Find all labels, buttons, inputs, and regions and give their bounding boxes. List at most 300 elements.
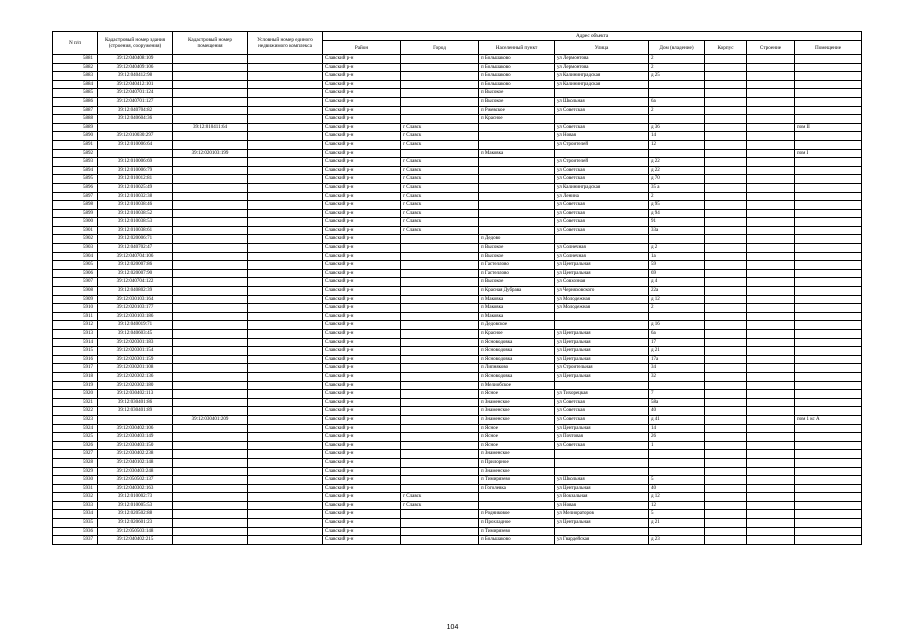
cell-num: 5890: [53, 132, 98, 141]
cell-city: г Славск: [401, 218, 479, 227]
cell-settlement: [479, 192, 555, 201]
cell-conditional-complex: [248, 201, 323, 210]
cell-block: [705, 278, 747, 287]
cell-conditional-complex: [248, 312, 323, 321]
cell-settlement: п Дедовское: [479, 321, 555, 330]
cell-house: 6а: [649, 330, 705, 339]
cell-house: д 12: [649, 493, 705, 502]
cell-structure: [747, 321, 795, 330]
cell-city: г Славск: [401, 501, 479, 510]
cell-house: 12: [649, 140, 705, 149]
cell-street: [555, 115, 649, 124]
cell-house: 5: [649, 510, 705, 519]
cell-house: 35 а: [649, 183, 705, 192]
cell-cadastral-building: 39:12:020007:86: [98, 261, 173, 270]
cell-street: ул Калининградская: [555, 183, 649, 192]
cell-street: ул Центральная: [555, 261, 649, 270]
cell-premises: [795, 364, 862, 373]
cell-num: 5920: [53, 390, 98, 399]
cell-conditional-complex: [248, 536, 323, 545]
cell-block: [705, 106, 747, 115]
cell-cadastral-room: [173, 166, 248, 175]
cell-cadastral-building: 39:12:020601:23: [98, 519, 173, 528]
cell-premises: [795, 407, 862, 416]
cell-premises: [795, 261, 862, 270]
cell-conditional-complex: [248, 519, 323, 528]
cell-conditional-complex: [248, 244, 323, 253]
cell-block: [705, 338, 747, 347]
cell-settlement: п Тимирязево: [479, 527, 555, 536]
cell-premises: [795, 252, 862, 261]
cell-conditional-complex: [248, 80, 323, 89]
cell-district: Славский р-н: [323, 269, 401, 278]
cell-conditional-complex: [248, 269, 323, 278]
cell-structure: [747, 467, 795, 476]
cell-city: [401, 261, 479, 270]
cell-city: [401, 355, 479, 364]
table-row: [53, 390, 862, 399]
cell-num: 5935: [53, 519, 98, 528]
table-row: [53, 287, 862, 296]
cell-structure: [747, 235, 795, 244]
cell-structure: [747, 218, 795, 227]
table-row: [53, 433, 862, 442]
cell-conditional-complex: [248, 183, 323, 192]
table-row: [53, 183, 862, 192]
cell-settlement: [479, 218, 555, 227]
cell-cadastral-room: [173, 106, 248, 115]
cell-street: ул Центральная: [555, 355, 649, 364]
table-row: [53, 501, 862, 510]
cell-street: ул Калининградская: [555, 80, 649, 89]
cell-settlement: [479, 158, 555, 167]
table-row: [53, 132, 862, 141]
table-row: [53, 158, 862, 167]
header-city: Город: [401, 41, 479, 55]
cell-block: [705, 493, 747, 502]
cell-conditional-complex: [248, 97, 323, 106]
cell-district: Славский р-н: [323, 407, 401, 416]
cell-district: Славский р-н: [323, 527, 401, 536]
cell-cadastral-room: [173, 72, 248, 81]
cell-district: Славский р-н: [323, 458, 401, 467]
cell-num: 5895: [53, 175, 98, 184]
cell-settlement: [479, 501, 555, 510]
cell-city: [401, 441, 479, 450]
cell-num: 5893: [53, 158, 98, 167]
cell-structure: [747, 278, 795, 287]
cell-num: 5910: [53, 304, 98, 313]
cell-settlement: п Красная Дубрава: [479, 287, 555, 296]
cell-num: 5916: [53, 355, 98, 364]
cell-district: Славский р-н: [323, 278, 401, 287]
cell-house: 58а: [649, 398, 705, 407]
cell-settlement: п Дедово: [479, 235, 555, 244]
cell-district: Славский р-н: [323, 97, 401, 106]
cell-premises: [795, 519, 862, 528]
cell-street: [555, 321, 649, 330]
table-row: [53, 441, 862, 450]
cell-conditional-complex: [248, 166, 323, 175]
cell-district: Славский р-н: [323, 166, 401, 175]
cell-block: [705, 226, 747, 235]
cell-conditional-complex: [248, 510, 323, 519]
cell-structure: [747, 158, 795, 167]
cell-cadastral-building: 39:12:040019:71: [98, 321, 173, 330]
cell-cadastral-room: [173, 209, 248, 218]
cell-street: ул Тихорецкая: [555, 390, 649, 399]
cell-cadastral-building: 39:12:010038:61: [98, 226, 173, 235]
cell-structure: [747, 390, 795, 399]
cell-premises: [795, 183, 862, 192]
cell-structure: [747, 407, 795, 416]
cell-premises: [795, 132, 862, 141]
cell-cadastral-room: [173, 97, 248, 106]
cell-premises: [795, 115, 862, 124]
cell-conditional-complex: [248, 218, 323, 227]
table-row: [53, 252, 862, 261]
cell-house: д 36: [649, 123, 705, 132]
cell-structure: [747, 55, 795, 64]
cell-house: [649, 235, 705, 244]
cell-cadastral-room: [173, 55, 248, 64]
cell-cadastral-room: [173, 175, 248, 184]
cell-num: 5934: [53, 510, 98, 519]
cell-num: 5905: [53, 261, 98, 270]
cell-cadastral-room: 39:12:020103:199: [173, 149, 248, 158]
cell-house: д 22: [649, 158, 705, 167]
cell-conditional-complex: [248, 390, 323, 399]
cell-block: [705, 261, 747, 270]
cell-house: [649, 381, 705, 390]
cell-settlement: п Высокое: [479, 252, 555, 261]
cell-cadastral-building: 39:12:040603:45: [98, 330, 173, 339]
cell-settlement: п Знаменское: [479, 407, 555, 416]
cell-house: 2: [649, 63, 705, 72]
table-row: [53, 536, 862, 545]
table-row: [53, 106, 862, 115]
table-row: [53, 269, 862, 278]
cell-street: ул Советская: [555, 209, 649, 218]
cell-cadastral-room: [173, 372, 248, 381]
cell-block: [705, 527, 747, 536]
cell-num: 5924: [53, 424, 98, 433]
cell-premises: [795, 433, 862, 442]
cell-block: [705, 55, 747, 64]
cell-settlement: п Ясное: [479, 441, 555, 450]
cell-cadastral-building: 39:12:020301:183: [98, 338, 173, 347]
cell-district: Славский р-н: [323, 338, 401, 347]
cell-structure: [747, 398, 795, 407]
cell-conditional-complex: [248, 55, 323, 64]
cell-structure: [747, 424, 795, 433]
cell-conditional-complex: [248, 209, 323, 218]
cell-street: ул Центральная: [555, 269, 649, 278]
cell-house: д 4: [649, 278, 705, 287]
cell-structure: [747, 183, 795, 192]
table-row: [53, 166, 862, 175]
cell-structure: [747, 106, 795, 115]
cell-district: Славский р-н: [323, 441, 401, 450]
cell-cadastral-room: [173, 63, 248, 72]
table-row: [53, 63, 862, 72]
cell-house: [649, 312, 705, 321]
cell-premises: [795, 321, 862, 330]
cell-street: ул Лермонтова: [555, 55, 649, 64]
cell-city: [401, 338, 479, 347]
cell-district: Славский р-н: [323, 536, 401, 545]
cell-district: Славский р-н: [323, 106, 401, 115]
cell-cadastral-building: 39:12:020301:154: [98, 347, 173, 356]
cell-cadastral-building: 39:12:040701:127: [98, 97, 173, 106]
cell-street: [555, 527, 649, 536]
cell-city: г Славск: [401, 123, 479, 132]
cell-settlement: п Высокое: [479, 89, 555, 98]
cell-block: [705, 269, 747, 278]
cell-street: ул Советская: [555, 106, 649, 115]
table-row: [53, 458, 862, 467]
table-row: [53, 527, 862, 536]
cell-structure: [747, 252, 795, 261]
cell-structure: [747, 201, 795, 210]
cell-structure: [747, 295, 795, 304]
cell-num: 5919: [53, 381, 98, 390]
cell-street: ул Советская: [555, 175, 649, 184]
cell-house: 22а: [649, 287, 705, 296]
cell-premises: [795, 467, 862, 476]
cell-num: 5907: [53, 278, 98, 287]
cell-cadastral-room: [173, 261, 248, 270]
cell-block: [705, 175, 747, 184]
cell-num: 5892: [53, 149, 98, 158]
cell-city: г Славск: [401, 158, 479, 167]
cell-district: Славский р-н: [323, 89, 401, 98]
cell-street: ул Центральная: [555, 330, 649, 339]
cell-district: Славский р-н: [323, 140, 401, 149]
cell-street: ул Центральная: [555, 424, 649, 433]
cell-conditional-complex: [248, 132, 323, 141]
cell-premises: [795, 330, 862, 339]
cell-structure: [747, 269, 795, 278]
cell-street: ул Новая: [555, 501, 649, 510]
cell-cadastral-room: [173, 183, 248, 192]
cell-city: [401, 287, 479, 296]
table-row: [53, 424, 862, 433]
cell-city: [401, 390, 479, 399]
cell-structure: [747, 441, 795, 450]
header-street: Улица: [555, 41, 649, 55]
cell-cadastral-building: 39:12:030402:113: [98, 390, 173, 399]
cell-cadastral-building: 39:12:020103:177: [98, 304, 173, 313]
cell-block: [705, 123, 747, 132]
cell-city: г Славск: [401, 183, 479, 192]
cell-premises: [795, 89, 862, 98]
cell-street: ул Совхозная: [555, 278, 649, 287]
cell-street: [555, 467, 649, 476]
table-row: [53, 80, 862, 89]
cell-city: [401, 80, 479, 89]
cell-cadastral-room: [173, 510, 248, 519]
cell-cadastral-building: 39:12:020006:71: [98, 235, 173, 244]
cell-settlement: п Маковка: [479, 295, 555, 304]
cell-street: ул Советская: [555, 166, 649, 175]
cell-block: [705, 183, 747, 192]
cell-premises: [795, 312, 862, 321]
cell-num: 5923: [53, 415, 98, 424]
cell-house: 91: [649, 218, 705, 227]
cell-street: ул Солнечная: [555, 252, 649, 261]
cell-settlement: п Высокое: [479, 278, 555, 287]
cell-structure: [747, 209, 795, 218]
cell-cadastral-building: 39:12:010032:38: [98, 192, 173, 201]
cell-cadastral-building: 39:12:040701:124: [98, 89, 173, 98]
cell-conditional-complex: [248, 106, 323, 115]
cell-premises: [795, 450, 862, 459]
cell-district: Славский р-н: [323, 415, 401, 424]
cell-settlement: п Прилорное: [479, 458, 555, 467]
cell-num: 5887: [53, 106, 98, 115]
cell-settlement: п Большаково: [479, 63, 555, 72]
cell-street: [555, 89, 649, 98]
cell-structure: [747, 330, 795, 339]
cell-num: 5891: [53, 140, 98, 149]
cell-house: [649, 527, 705, 536]
cell-num: 5936: [53, 527, 98, 536]
cell-district: Славский р-н: [323, 364, 401, 373]
cell-cadastral-building: 39:12:010025:49: [98, 183, 173, 192]
cell-cadastral-building: 39:12:050503:148: [98, 527, 173, 536]
cell-premises: [795, 493, 862, 502]
cell-settlement: п Большаково: [479, 55, 555, 64]
cell-conditional-complex: [248, 415, 323, 424]
cell-premises: [795, 218, 862, 227]
cell-num: 5902: [53, 235, 98, 244]
cell-block: [705, 63, 747, 72]
cell-block: [705, 390, 747, 399]
cell-street: ул Советская: [555, 398, 649, 407]
cell-structure: [747, 519, 795, 528]
cell-conditional-complex: [248, 175, 323, 184]
cell-premises: [795, 398, 862, 407]
cell-street: ул Мелиораторов: [555, 510, 649, 519]
cell-settlement: п Ясное: [479, 433, 555, 442]
cell-block: [705, 433, 747, 442]
table-row: [53, 347, 862, 356]
cell-city: [401, 467, 479, 476]
cell-street: ул Молодежная: [555, 295, 649, 304]
cell-conditional-complex: [248, 235, 323, 244]
table-row: [53, 338, 862, 347]
cell-cadastral-room: 39:12:030401:209: [173, 415, 248, 424]
cell-district: Славский р-н: [323, 381, 401, 390]
cell-cadastral-room: [173, 287, 248, 296]
cell-conditional-complex: [248, 381, 323, 390]
cell-cadastral-building: 39:12:010030:297: [98, 132, 173, 141]
cell-street: ул Центральная: [555, 484, 649, 493]
cell-house: 12: [649, 501, 705, 510]
cell-structure: [747, 226, 795, 235]
cell-cadastral-building: 39:12:040402:215: [98, 536, 173, 545]
cell-cadastral-room: [173, 304, 248, 313]
cell-num: 5889: [53, 123, 98, 132]
header-structure: Строение: [747, 41, 795, 55]
cell-cadastral-building: 39:12:010005:53: [98, 501, 173, 510]
cell-settlement: п Маковка: [479, 304, 555, 313]
cell-cadastral-building: 39:12:050502:137: [98, 476, 173, 485]
cell-structure: [747, 72, 795, 81]
table-row: [53, 312, 862, 321]
cell-city: [401, 527, 479, 536]
cell-conditional-complex: [248, 261, 323, 270]
cell-block: [705, 347, 747, 356]
cell-premises: [795, 338, 862, 347]
cell-house: 6а: [649, 97, 705, 106]
table-row: [53, 261, 862, 270]
cell-block: [705, 89, 747, 98]
cell-num: 5909: [53, 295, 98, 304]
cell-house: д 23: [649, 536, 705, 545]
cell-settlement: [479, 132, 555, 141]
cell-num: 5918: [53, 372, 98, 381]
cell-block: [705, 218, 747, 227]
table-row: [53, 226, 862, 235]
cell-city: [401, 252, 479, 261]
cell-district: Славский р-н: [323, 433, 401, 442]
cell-street: ул Солнечная: [555, 244, 649, 253]
cell-settlement: п Большаково: [479, 72, 555, 81]
cell-block: [705, 244, 747, 253]
table-row: [53, 72, 862, 81]
cell-premises: [795, 484, 862, 493]
cell-district: Славский р-н: [323, 321, 401, 330]
cell-conditional-complex: [248, 63, 323, 72]
cell-cadastral-building: 39:12:040802:39: [98, 287, 173, 296]
cell-settlement: п Прохладное: [479, 519, 555, 528]
cell-structure: [747, 149, 795, 158]
cell-district: Славский р-н: [323, 80, 401, 89]
cell-premises: [795, 441, 862, 450]
cell-city: [401, 450, 479, 459]
cell-house: 2: [649, 106, 705, 115]
cell-settlement: п Ясноводовка: [479, 347, 555, 356]
cell-structure: [747, 123, 795, 132]
cell-structure: [747, 175, 795, 184]
cell-conditional-complex: [248, 501, 323, 510]
cell-city: [401, 372, 479, 381]
registry-table-sheet: [52, 31, 862, 545]
cell-num: 5914: [53, 338, 98, 347]
cell-conditional-complex: [248, 467, 323, 476]
cell-city: [401, 330, 479, 339]
cell-street: ул Вокзальная: [555, 493, 649, 502]
cell-house: 1: [649, 441, 705, 450]
cell-conditional-complex: [248, 450, 323, 459]
cell-city: [401, 398, 479, 407]
cell-street: ул Ленина: [555, 192, 649, 201]
cell-structure: [747, 450, 795, 459]
cell-cadastral-room: [173, 338, 248, 347]
table-row: [53, 450, 862, 459]
cell-structure: [747, 244, 795, 253]
cell-premises: [795, 458, 862, 467]
cell-street: [555, 149, 649, 158]
cell-district: Славский р-н: [323, 235, 401, 244]
cell-block: [705, 441, 747, 450]
cell-district: Славский р-н: [323, 123, 401, 132]
cell-num: 5937: [53, 536, 98, 545]
cell-settlement: п Липняково: [479, 364, 555, 373]
cell-street: ул Почтовая: [555, 433, 649, 442]
